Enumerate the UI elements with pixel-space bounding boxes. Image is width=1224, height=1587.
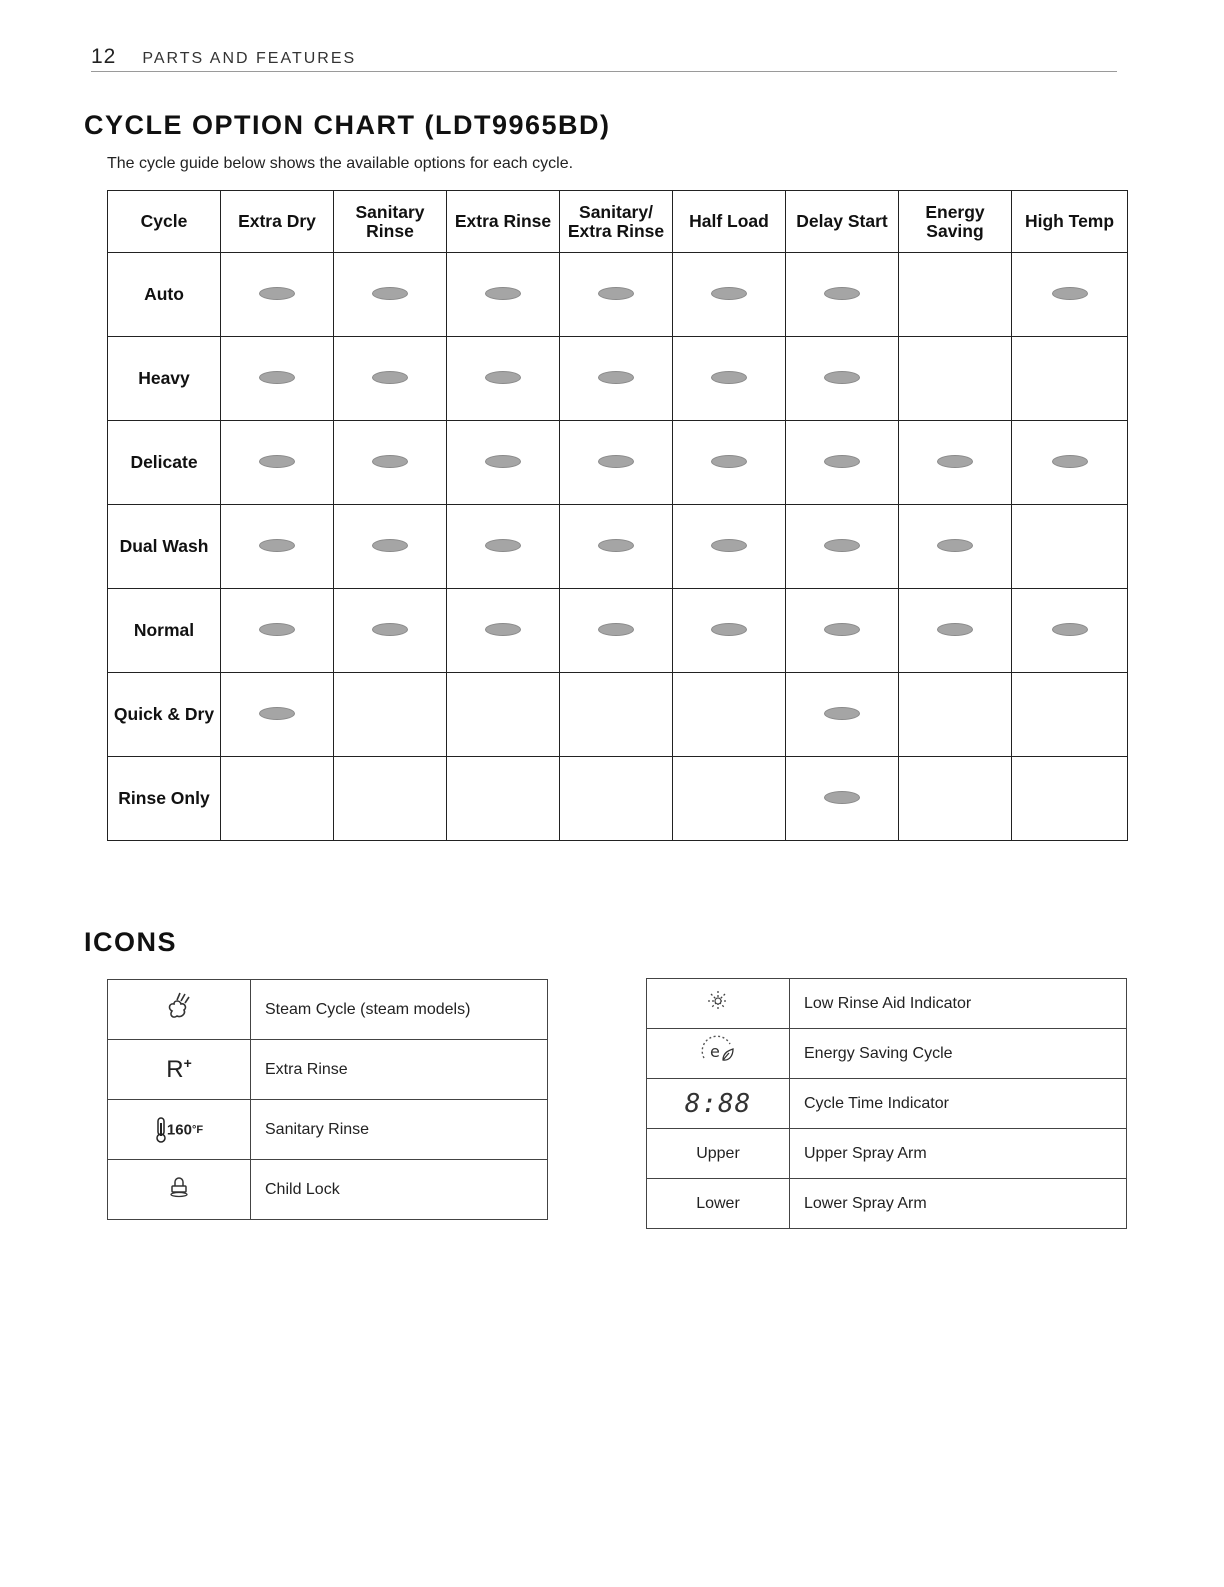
option-cell bbox=[560, 589, 673, 673]
table-row bbox=[108, 1100, 548, 1160]
option-cell bbox=[1012, 253, 1128, 337]
option-cell bbox=[447, 505, 560, 589]
option-available-marker bbox=[372, 539, 408, 552]
table-row bbox=[647, 979, 1127, 1029]
temperature-unit: °F bbox=[191, 1123, 204, 1136]
option-cell bbox=[1012, 337, 1128, 421]
option-cell bbox=[673, 757, 786, 841]
option-cell bbox=[1012, 589, 1128, 673]
option-available-marker bbox=[937, 539, 973, 552]
option-cell bbox=[221, 337, 334, 421]
table-row bbox=[108, 980, 548, 1040]
energy-saving-icon bbox=[698, 1034, 738, 1068]
option-cell bbox=[221, 673, 334, 757]
option-cell bbox=[786, 421, 899, 505]
table-row bbox=[647, 1079, 1127, 1129]
steam-icon bbox=[164, 991, 194, 1023]
option-available-marker bbox=[598, 287, 634, 300]
option-available-marker bbox=[598, 539, 634, 552]
icons-table-right bbox=[646, 978, 1127, 1229]
option-cell bbox=[899, 253, 1012, 337]
option-cell bbox=[899, 505, 1012, 589]
option-cell bbox=[447, 337, 560, 421]
column-header: Sanitary/ Extra Rinse bbox=[560, 191, 673, 253]
cycle-option-table bbox=[107, 190, 1128, 841]
option-available-marker bbox=[372, 287, 408, 300]
option-cell bbox=[447, 589, 560, 673]
option-cell bbox=[334, 253, 447, 337]
option-cell bbox=[447, 253, 560, 337]
option-cell bbox=[334, 673, 447, 757]
option-available-marker bbox=[598, 623, 634, 636]
option-available-marker bbox=[259, 707, 295, 720]
extra-rinse-icon-plus: + bbox=[183, 1055, 192, 1071]
svg-text:e: e bbox=[710, 1042, 720, 1061]
option-cell bbox=[221, 505, 334, 589]
icons-section-title: ICONS bbox=[84, 927, 178, 957]
option-cell bbox=[899, 589, 1012, 673]
option-cell bbox=[899, 673, 1012, 757]
option-available-marker bbox=[485, 539, 521, 552]
cycle-name: Quick & Dry bbox=[108, 673, 221, 757]
option-available-marker bbox=[711, 539, 747, 552]
option-cell bbox=[673, 589, 786, 673]
option-cell bbox=[786, 505, 899, 589]
option-available-marker bbox=[824, 455, 860, 468]
option-cell bbox=[673, 505, 786, 589]
column-header: Sanitary Rinse bbox=[334, 191, 447, 253]
option-available-marker bbox=[259, 539, 295, 552]
table-row bbox=[108, 505, 1128, 589]
icon-label: Low Rinse Aid Indicator bbox=[790, 979, 1127, 1029]
table-row bbox=[108, 673, 1128, 757]
page-header bbox=[91, 46, 1117, 72]
option-cell bbox=[221, 421, 334, 505]
option-cell bbox=[673, 421, 786, 505]
option-available-marker bbox=[259, 287, 295, 300]
page-title: CYCLE OPTION CHART (LDT9965BD) bbox=[84, 110, 611, 140]
icon-label: Cycle Time Indicator bbox=[790, 1079, 1127, 1129]
column-header: Extra Rinse bbox=[447, 191, 560, 253]
option-available-marker bbox=[372, 455, 408, 468]
option-cell bbox=[334, 421, 447, 505]
column-header: Half Load bbox=[673, 191, 786, 253]
option-available-marker bbox=[485, 287, 521, 300]
cycle-name: Normal bbox=[108, 589, 221, 673]
icon-label: Extra Rinse bbox=[251, 1040, 548, 1100]
option-cell bbox=[899, 337, 1012, 421]
option-cell bbox=[1012, 421, 1128, 505]
option-available-marker bbox=[711, 287, 747, 300]
option-available-marker bbox=[485, 371, 521, 384]
cycle-name: Heavy bbox=[108, 337, 221, 421]
page-number: 12 bbox=[91, 45, 117, 68]
extra-rinse-icon-letter: R bbox=[166, 1056, 184, 1083]
thermometer-icon bbox=[155, 1121, 203, 1138]
option-cell bbox=[447, 673, 560, 757]
rinse-aid-icon bbox=[706, 989, 730, 1013]
icon-label: Upper Spray Arm bbox=[790, 1129, 1127, 1179]
option-available-marker bbox=[598, 371, 634, 384]
option-cell bbox=[899, 757, 1012, 841]
option-cell bbox=[560, 337, 673, 421]
cycle-name: Rinse Only bbox=[108, 757, 221, 841]
option-available-marker bbox=[824, 287, 860, 300]
option-available-marker bbox=[824, 791, 860, 804]
icon-label: Energy Saving Cycle bbox=[790, 1029, 1127, 1079]
intro-text: The cycle guide below shows the available options for each cycle. bbox=[107, 155, 574, 172]
option-cell bbox=[673, 253, 786, 337]
section-label: PARTS AND FEATURES bbox=[142, 50, 357, 67]
option-available-marker bbox=[937, 623, 973, 636]
option-available-marker bbox=[1052, 287, 1088, 300]
option-available-marker bbox=[711, 623, 747, 636]
option-available-marker bbox=[824, 623, 860, 636]
option-cell bbox=[1012, 757, 1128, 841]
option-cell bbox=[899, 421, 1012, 505]
option-available-marker bbox=[259, 623, 295, 636]
option-cell bbox=[1012, 673, 1128, 757]
option-available-marker bbox=[824, 371, 860, 384]
icon-label: Steam Cycle (steam models) bbox=[251, 980, 548, 1040]
table-row bbox=[647, 1129, 1127, 1179]
option-available-marker bbox=[598, 455, 634, 468]
icon-label: Lower Spray Arm bbox=[790, 1179, 1127, 1229]
table-row bbox=[108, 253, 1128, 337]
table-header-row bbox=[108, 191, 1128, 253]
extra-rinse-icon bbox=[166, 1056, 192, 1083]
option-cell bbox=[786, 757, 899, 841]
option-available-marker bbox=[711, 455, 747, 468]
option-cell bbox=[786, 673, 899, 757]
cycle-time-icon: 8:88 bbox=[684, 1088, 752, 1119]
option-cell bbox=[786, 589, 899, 673]
table-row bbox=[108, 589, 1128, 673]
table-row bbox=[108, 337, 1128, 421]
lower-icon-text: Lower bbox=[647, 1179, 790, 1229]
cycle-name: Delicate bbox=[108, 421, 221, 505]
option-cell bbox=[673, 673, 786, 757]
option-cell bbox=[560, 253, 673, 337]
option-cell bbox=[560, 421, 673, 505]
option-cell bbox=[786, 337, 899, 421]
option-available-marker bbox=[824, 539, 860, 552]
upper-icon-text: Upper bbox=[647, 1129, 790, 1179]
temperature-value: 160 bbox=[166, 1121, 192, 1138]
table-row bbox=[108, 1160, 548, 1220]
option-available-marker bbox=[824, 707, 860, 720]
column-header: High Temp bbox=[1012, 191, 1128, 253]
icon-label: Sanitary Rinse bbox=[251, 1100, 548, 1160]
option-available-marker bbox=[937, 455, 973, 468]
option-available-marker bbox=[711, 371, 747, 384]
table-row bbox=[647, 1029, 1127, 1079]
table-row bbox=[108, 1040, 548, 1100]
column-header: Extra Dry bbox=[221, 191, 334, 253]
option-cell bbox=[786, 253, 899, 337]
option-cell bbox=[673, 337, 786, 421]
option-available-marker bbox=[1052, 623, 1088, 636]
table-row bbox=[108, 757, 1128, 841]
column-header: Delay Start bbox=[786, 191, 899, 253]
table-row bbox=[108, 421, 1128, 505]
option-cell bbox=[447, 421, 560, 505]
table-row bbox=[647, 1179, 1127, 1229]
option-cell bbox=[221, 253, 334, 337]
option-cell bbox=[334, 589, 447, 673]
column-header: Energy Saving bbox=[899, 191, 1012, 253]
option-available-marker bbox=[372, 623, 408, 636]
lock-icon bbox=[169, 1176, 189, 1198]
option-cell bbox=[1012, 505, 1128, 589]
option-cell bbox=[334, 757, 447, 841]
option-cell bbox=[560, 673, 673, 757]
option-available-marker bbox=[1052, 455, 1088, 468]
option-available-marker bbox=[372, 371, 408, 384]
option-available-marker bbox=[259, 371, 295, 384]
option-cell bbox=[334, 337, 447, 421]
option-cell bbox=[447, 757, 560, 841]
cycle-name: Auto bbox=[108, 253, 221, 337]
icon-label: Child Lock bbox=[251, 1160, 548, 1220]
option-available-marker bbox=[259, 455, 295, 468]
option-cell bbox=[221, 757, 334, 841]
column-header: Cycle bbox=[108, 191, 221, 253]
option-cell bbox=[221, 589, 334, 673]
option-available-marker bbox=[485, 455, 521, 468]
option-cell bbox=[334, 505, 447, 589]
option-cell bbox=[560, 505, 673, 589]
icons-table-left bbox=[107, 979, 548, 1220]
cycle-name: Dual Wash bbox=[108, 505, 221, 589]
option-cell bbox=[560, 757, 673, 841]
option-available-marker bbox=[485, 623, 521, 636]
